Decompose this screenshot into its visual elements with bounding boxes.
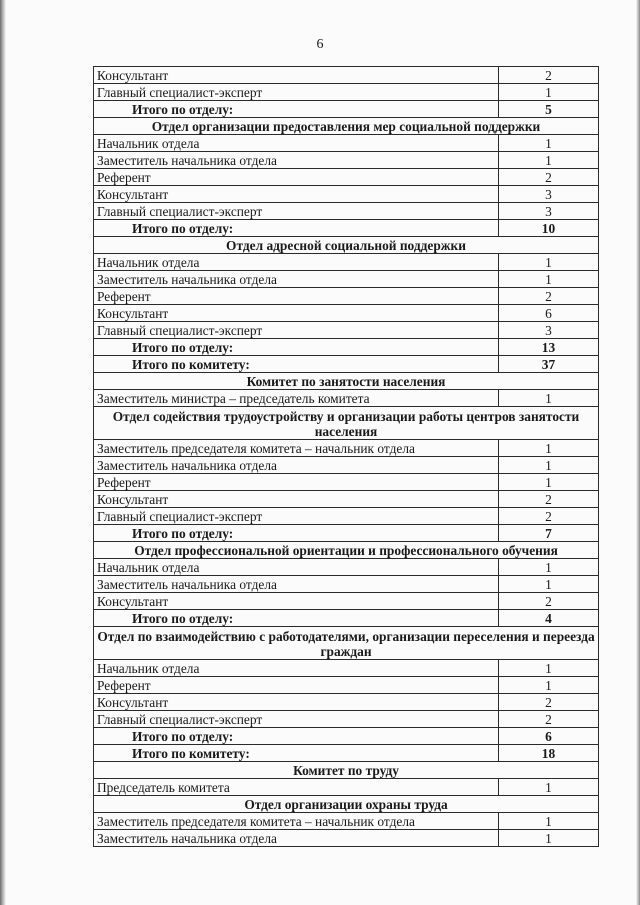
section-title: Отдел адресной социальной поддержки	[94, 237, 599, 254]
section-title: Отдел организации предоставления мер социальной поддержки	[94, 118, 599, 135]
section-title: Комитет по занятости населения	[94, 373, 599, 390]
position-name: Консультант	[94, 67, 499, 84]
position-count: 1	[499, 779, 599, 796]
position-count: 1	[499, 677, 599, 694]
position-count: 1	[499, 254, 599, 271]
section-header-row	[94, 627, 599, 660]
position-row	[94, 660, 599, 677]
position-row	[94, 694, 599, 711]
position-count: 1	[499, 271, 599, 288]
total-label: Итого по отделу:	[94, 220, 499, 237]
position-count: 1	[499, 576, 599, 593]
position-name: Главный специалист-эксперт	[94, 508, 499, 525]
position-row	[94, 135, 599, 152]
section-title: Отдел профессиональной ориентации и профессионального обучения	[94, 542, 599, 559]
total-row	[94, 525, 599, 542]
section-title: Отдел организации охраны труда	[94, 796, 599, 813]
total-count: 5	[499, 101, 599, 118]
position-row	[94, 559, 599, 576]
position-count: 6	[499, 305, 599, 322]
section-header-row	[94, 118, 599, 135]
position-row	[94, 830, 599, 847]
position-row	[94, 593, 599, 610]
position-row	[94, 576, 599, 593]
total-label: Итого по комитету:	[94, 745, 499, 762]
position-row	[94, 271, 599, 288]
total-label: Итого по комитету:	[94, 356, 499, 373]
position-row	[94, 152, 599, 169]
section-title: Отдел по взаимодействию с работодателями, организации переселения и переезда граждан	[94, 627, 599, 660]
position-count: 1	[499, 84, 599, 101]
position-name: Начальник отдела	[94, 559, 499, 576]
position-count: 2	[499, 67, 599, 84]
position-row	[94, 457, 599, 474]
section-title: Комитет по труду	[94, 762, 599, 779]
position-row	[94, 322, 599, 339]
scan-edge-left	[0, 0, 6, 905]
total-count: 10	[499, 220, 599, 237]
page-number: 6	[316, 37, 324, 52]
position-row	[94, 288, 599, 305]
position-count: 3	[499, 186, 599, 203]
total-count: 4	[499, 610, 599, 627]
section-header-row	[94, 407, 599, 440]
section-header-row	[94, 762, 599, 779]
position-name: Главный специалист-эксперт	[94, 203, 499, 220]
position-name: Консультант	[94, 305, 499, 322]
position-name: Консультант	[94, 694, 499, 711]
position-name: Консультант	[94, 593, 499, 610]
position-name: Главный специалист-эксперт	[94, 711, 499, 728]
position-count: 3	[499, 322, 599, 339]
position-count: 1	[499, 660, 599, 677]
position-row	[94, 186, 599, 203]
position-name: Начальник отдела	[94, 135, 499, 152]
position-count: 2	[499, 288, 599, 305]
total-row	[94, 610, 599, 627]
total-count: 37	[499, 356, 599, 373]
position-count: 3	[499, 203, 599, 220]
position-row	[94, 390, 599, 407]
section-header-row	[94, 542, 599, 559]
position-count: 1	[499, 457, 599, 474]
position-row	[94, 508, 599, 525]
position-count: 2	[499, 491, 599, 508]
total-row	[94, 356, 599, 373]
position-name: Заместитель начальника отдела	[94, 576, 499, 593]
position-name: Референт	[94, 288, 499, 305]
position-count: 1	[499, 559, 599, 576]
position-name: Консультант	[94, 186, 499, 203]
staff-table-body	[94, 67, 599, 847]
total-row	[94, 220, 599, 237]
position-row	[94, 203, 599, 220]
position-row	[94, 677, 599, 694]
position-count: 1	[499, 440, 599, 457]
position-count: 2	[499, 711, 599, 728]
position-name: Начальник отдела	[94, 660, 499, 677]
staff-table	[93, 66, 599, 847]
total-row	[94, 728, 599, 745]
position-count: 1	[499, 390, 599, 407]
position-name: Председатель комитета	[94, 779, 499, 796]
position-count: 2	[499, 694, 599, 711]
position-name: Заместитель начальника отдела	[94, 271, 499, 288]
total-count: 18	[499, 745, 599, 762]
scan-edge-right	[636, 0, 640, 905]
total-label: Итого по отделу:	[94, 610, 499, 627]
section-title: Отдел содействия трудоустройству и организации работы центров занятости населения	[94, 407, 599, 440]
position-count: 2	[499, 508, 599, 525]
total-label: Итого по отделу:	[94, 525, 499, 542]
total-count: 7	[499, 525, 599, 542]
position-count: 1	[499, 474, 599, 491]
position-row	[94, 440, 599, 457]
section-header-row	[94, 237, 599, 254]
position-name: Главный специалист-эксперт	[94, 84, 499, 101]
total-row	[94, 101, 599, 118]
total-row	[94, 745, 599, 762]
total-label: Итого по отделу:	[94, 728, 499, 745]
position-row	[94, 711, 599, 728]
position-row	[94, 84, 599, 101]
position-name: Начальник отдела	[94, 254, 499, 271]
position-name: Референт	[94, 474, 499, 491]
section-header-row	[94, 796, 599, 813]
total-count: 6	[499, 728, 599, 745]
total-label: Итого по отделу:	[94, 101, 499, 118]
position-row	[94, 254, 599, 271]
total-label: Итого по отделу:	[94, 339, 499, 356]
position-name: Заместитель министра – председатель комитета	[94, 390, 499, 407]
position-row	[94, 305, 599, 322]
position-name: Заместитель начальника отдела	[94, 152, 499, 169]
position-count: 1	[499, 830, 599, 847]
position-count: 2	[499, 169, 599, 186]
position-name: Заместитель начальника отдела	[94, 457, 499, 474]
position-name: Заместитель начальника отдела	[94, 830, 499, 847]
position-count: 2	[499, 593, 599, 610]
position-name: Референт	[94, 677, 499, 694]
total-row	[94, 339, 599, 356]
position-row	[94, 491, 599, 508]
section-header-row	[94, 373, 599, 390]
position-name: Заместитель председателя комитета – начальник отдела	[94, 440, 499, 457]
position-name: Главный специалист-эксперт	[94, 322, 499, 339]
position-row	[94, 779, 599, 796]
position-name: Референт	[94, 169, 499, 186]
position-count: 1	[499, 135, 599, 152]
position-name: Заместитель председателя комитета – начальник отдела	[94, 813, 499, 830]
position-count: 1	[499, 813, 599, 830]
position-row	[94, 474, 599, 491]
total-count: 13	[499, 339, 599, 356]
position-name: Консультант	[94, 491, 499, 508]
position-row	[94, 169, 599, 186]
position-row	[94, 67, 599, 84]
position-count: 1	[499, 152, 599, 169]
position-row	[94, 813, 599, 830]
